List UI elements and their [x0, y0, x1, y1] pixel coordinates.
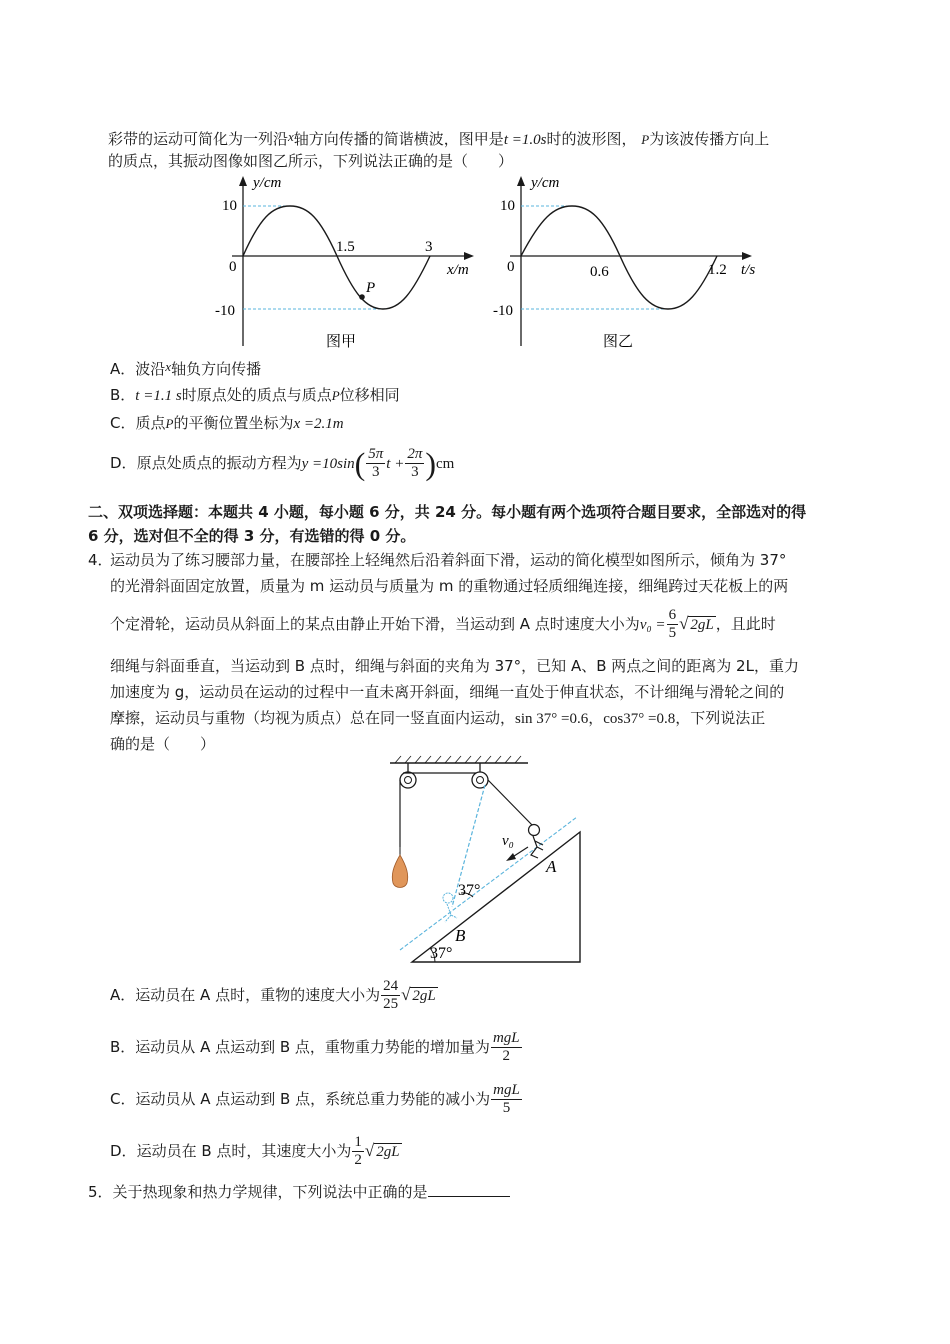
- figure-v0-label: v₀: [502, 833, 514, 849]
- q4-option-d[interactable]: D．运动员在 B 点时，其速度大小为 $\frac{1}{2}$ √ 2gL: [110, 1134, 400, 1168]
- graph-a-xlabel: x/m: [447, 262, 469, 278]
- graph-b-ylabel: y/cm: [531, 175, 560, 191]
- q3-d-frac1: $\frac{5\pi}{3}$: [368, 446, 384, 480]
- q4-stem-line3: 个定滑轮，运动员从斜面上的某点由静止开始下滑，当运动到 A 点时速度大小为v₀ = $\frac{6}{5}$ √ 2gL ，且此时: [110, 607, 776, 641]
- graph-b-origin: 0: [507, 259, 515, 275]
- graph-b-xlabel: t/s: [741, 262, 756, 278]
- q3-option-d[interactable]: D．原点处质点的振动方程为y =10sin( $\frac{5\pi}{3}$ t + $\frac{2\pi}{3}$ )cm: [110, 445, 455, 482]
- figure-angle-incline: 37°: [430, 945, 453, 962]
- q3-option-a[interactable]: A．波沿x轴负方向传播: [110, 359, 262, 378]
- graph-a-ybottom: -10: [215, 303, 235, 319]
- figure-point-b: B: [455, 926, 466, 945]
- graph-b-xend: 1.2: [708, 262, 727, 278]
- section2-heading-line2: 6 分，选对但不全的得 3 分，有选错的得 0 分。: [88, 527, 416, 545]
- graph-b-ybottom: -10: [493, 303, 513, 319]
- graph-a-caption: 图甲: [326, 334, 357, 350]
- section2-heading-line1: 二、双项选择题：本题共 4 小题，每小题 6 分，共 24 分。每小题有两个选项符合题目要求，全部选对的得: [88, 503, 807, 521]
- incline-pulley-figure: [385, 755, 595, 967]
- figure-angle-rope: 37°: [458, 882, 481, 899]
- wave-graph-a: [210, 170, 490, 355]
- graph-a-xend: 3: [425, 239, 433, 255]
- graph-b-caption: 图乙: [603, 334, 634, 350]
- q4-stem-line1: 运动员为了练习腰部力量，在腰部拴上轻绳然后沿着斜面下滑，运动的简化模型如图所示，倾角为 37°: [110, 551, 787, 569]
- q4-stem-line6: 摩擦，运动员与重物（均视为质点）总在同一竖直面内运动，sin 37° =0.6，cos37° =0.8，下列说法正: [110, 709, 766, 727]
- q4-option-b[interactable]: B．运动员从 A 点运动到 B 点，重物重力势能的增加量为 $\frac{\text{mgL}}{2}$: [110, 1030, 520, 1064]
- q4-option-c[interactable]: C．运动员从 A 点运动到 B 点，系统总重力势能的减小为 $\frac{\text{mgL}}{5}$: [110, 1082, 520, 1116]
- q5-question: 5．关于热现象和热力学规律，下列说法中正确的是: [88, 1181, 510, 1203]
- q4-stem-line2: 的光滑斜面固定放置，质量为 m 运动员与质量为 m 的重物通过轻质细绳连接，细绳跨过天花板上的两: [110, 577, 789, 595]
- q5-answer-blank[interactable]: [428, 1182, 510, 1197]
- graph-a-xmid: 1.5: [336, 239, 355, 255]
- q3-option-c[interactable]: C．质点P的平衡位置坐标为x =2.1m: [110, 414, 344, 432]
- graph-b-xmid: 0.6: [590, 264, 609, 280]
- q4-stem-line5: 加速度为 g，运动员在运动的过程中一直未离开斜面，细绳一直处于伸直状态，不计细绳与滑轮之间的: [110, 683, 785, 701]
- q4-stem-line7: 确的是（ ）: [110, 735, 216, 753]
- vibration-graph-b: [488, 170, 768, 355]
- q4-number: 4．: [88, 551, 113, 569]
- q3-stem-line1: 彩带的运动可简化为一列沿x轴方向传播的简谐横波，图甲是t =1.0s时的波形图， P为该波传播方向上: [108, 129, 770, 148]
- graph-a-origin: 0: [229, 259, 237, 275]
- q3-d-frac2: $\frac{2\pi}{3}$: [407, 446, 423, 480]
- q4-option-a[interactable]: A．运动员在 A 点时，重物的速度大小为 $\frac{24}{25}$ √ 2gL: [110, 978, 436, 1012]
- q4-stem-line4: 细绳与斜面垂直，当运动到 B 点时，细绳与斜面的夹角为 37°，已知 A、B 两点之间的距离为 2L，重力: [110, 657, 799, 675]
- figure-point-a: A: [546, 857, 557, 876]
- graph-a-ylabel: y/cm: [253, 175, 282, 191]
- graph-a-point-label: P: [366, 280, 376, 296]
- graph-a-ytop: 10: [222, 198, 237, 214]
- graph-b-ytop: 10: [500, 198, 515, 214]
- q3-option-b[interactable]: B．t =1.1 s时原点处的质点与质点P位移相同: [110, 386, 400, 404]
- q3-stem-line2: 的质点，其振动图像如图乙所示，下列说法正确的是（ ）: [108, 152, 514, 170]
